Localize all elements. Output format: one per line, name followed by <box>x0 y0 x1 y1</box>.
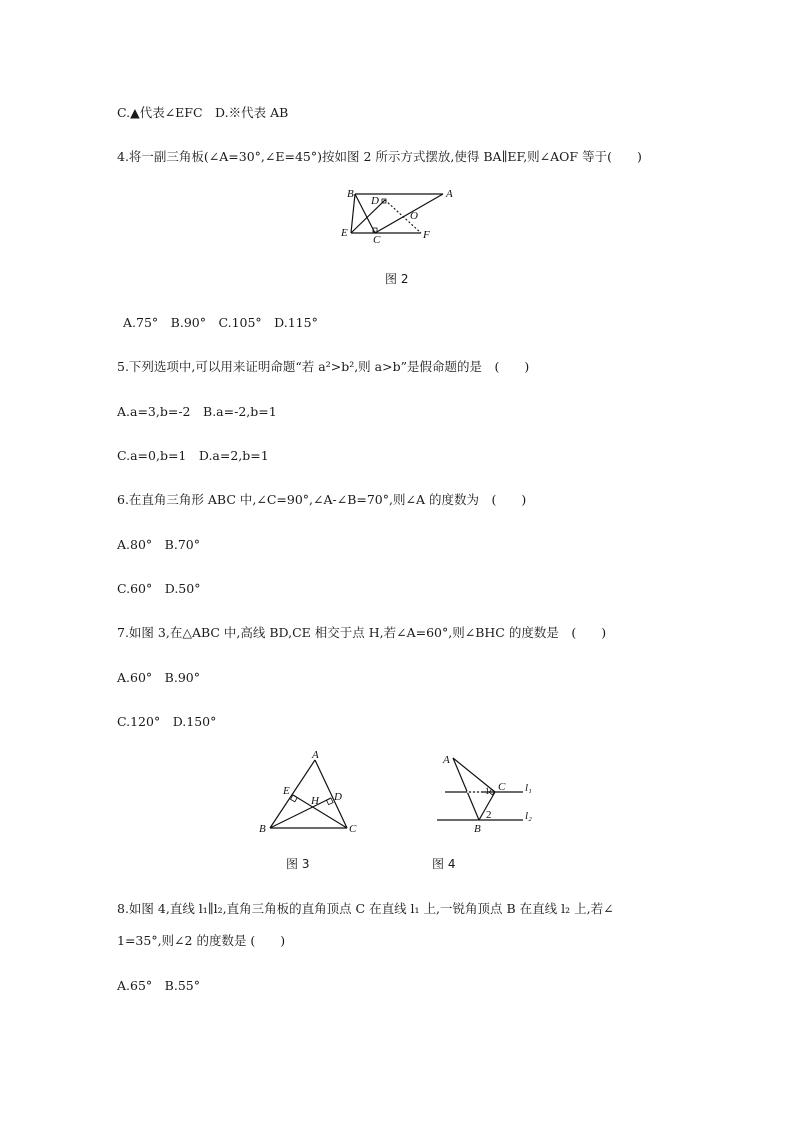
fig3-side-AB <box>270 760 315 828</box>
fig4-label-C: C <box>498 781 506 793</box>
fig2-label-F: F <box>423 229 430 241</box>
fig2-label-A: A <box>446 188 453 200</box>
q8-stem-line-2: 1=35°,则∠2 的度数是 ( ) <box>117 933 286 948</box>
fig3-label-D: D <box>334 791 342 803</box>
q7-options-ab: A.60° B.90° <box>117 670 200 685</box>
fig3-label-E: E <box>283 785 290 797</box>
q8-stem-line-1: 8.如图 4,直线 l₁∥l₂,直角三角板的直角顶点 C 在直线 l₁ 上,一锐角顶点 B 在直线 l₂ 上,若∠ <box>117 901 614 916</box>
fig4-label-l2: l₂ <box>525 810 532 822</box>
fig2-label-E: E <box>341 227 348 239</box>
q5-stem: 5.下列选项中,可以用来证明命题“若 a²>b²,则 a>b”是假命题的是 ( ) <box>117 359 530 374</box>
q5-options-cd: C.a=0,b=1 D.a=2,b=1 <box>117 448 269 463</box>
figure-4 <box>435 748 545 840</box>
figure-3-caption: 图 3 <box>286 857 310 871</box>
fig4-label-l1: l₁ <box>525 782 532 794</box>
fig3-right-angle-mark-D <box>326 798 333 805</box>
q3-options: C.▲代表∠EFC D.※代表 AB <box>117 105 289 120</box>
fig2-line-EC-side <box>351 200 385 233</box>
figure-4-caption: 图 4 <box>432 857 456 871</box>
fig3-label-H: H <box>311 795 319 807</box>
q6-options-ab: A.80° B.70° <box>117 537 200 552</box>
q4-options: A.75° B.90° C.105° D.115° <box>123 315 318 330</box>
fig2-label-O: O <box>410 210 418 222</box>
fig2-label-B: B <box>347 188 354 200</box>
q6-stem: 6.在直角三角形 ABC 中,∠C=90°,∠A-∠B=70°,则∠A 的度数为 ( ) <box>117 492 527 507</box>
figure-2-caption: 图 2 <box>385 272 409 286</box>
figure-3 <box>255 748 365 840</box>
fig4-label-1: 1 <box>485 786 490 796</box>
fig4-label-B: B <box>474 823 481 835</box>
q8-options-ab: A.65° B.55° <box>117 978 200 993</box>
q4-stem: 4.将一副三角板(∠A=30°,∠E=45°)按如图 2 所示方式摆放,使得 BA∥EF,则∠AOF 等于( ) <box>117 149 642 164</box>
fig3-label-B: B <box>259 823 266 835</box>
fig4-label-A: A <box>443 754 450 766</box>
fig4-label-2: 2 <box>486 809 492 821</box>
q6-options-cd: C.60° D.50° <box>117 581 201 596</box>
q7-options-cd: C.120° D.150° <box>117 714 217 729</box>
fig4-side-AB <box>453 758 479 820</box>
fig2-label-C: C <box>373 234 381 246</box>
fig2-label-D: D <box>371 195 379 207</box>
q7-stem: 7.如图 3,在△ABC 中,高线 BD,CE 相交于点 H,若∠A=60°,则∠BHC 的度数是 ( ) <box>117 625 607 640</box>
fig3-label-C: C <box>349 823 357 835</box>
q5-options-ab: A.a=3,b=-2 B.a=-2,b=1 <box>117 404 277 419</box>
fig3-label-A: A <box>312 749 319 761</box>
figure-2 <box>335 186 465 246</box>
